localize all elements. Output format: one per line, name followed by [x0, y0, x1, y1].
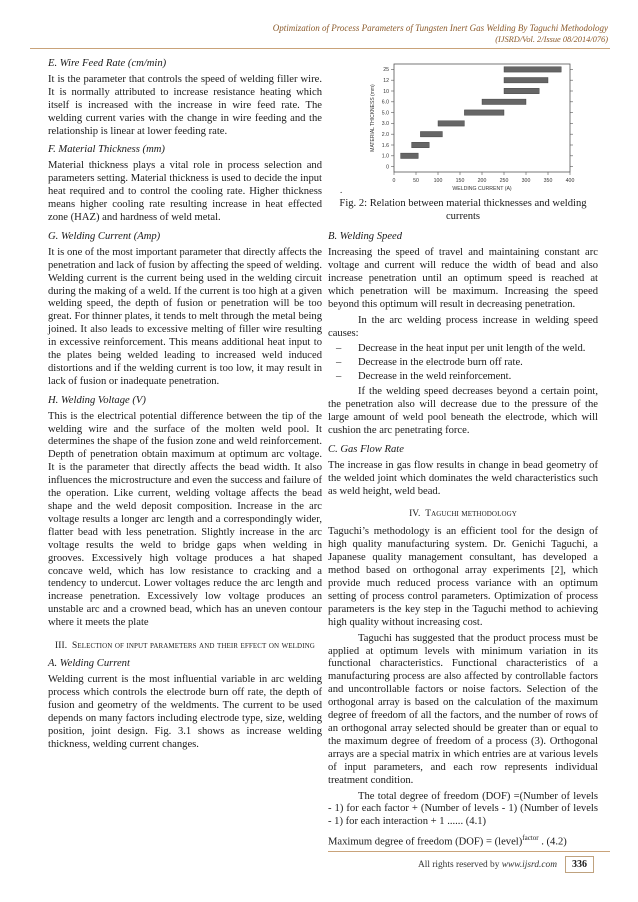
section-g-title: G. Welding Current (Amp) — [48, 230, 161, 242]
page-footer — [418, 856, 594, 873]
y-tick-label: 12 — [383, 78, 389, 84]
section-iii-heading — [48, 640, 322, 652]
section-f-text: Material thickness plays a vital role in process selection and parameters setting. Material thickness is used to decide the input heat required and to control the cooling rate. Higher thickness means higher cooling rate resulting increase in heat effected zone (HAZ) and hardness of weld metal. — [48, 160, 322, 223]
bar — [482, 99, 526, 104]
y-tick-label: 6.0 — [381, 99, 389, 106]
y-tick-label: 25 — [383, 67, 389, 74]
section-b-text: Increasing the speed of travel and maintaining constant arc voltage and current will reduce the width of bead and also increase penetration until an optimum speed is reached at which penetration will be maximum. Increasing the speed beyond this optimum will result in decreasing penetration. — [328, 247, 598, 310]
bar — [401, 153, 419, 158]
right-column — [328, 56, 598, 853]
section-f-title: F. Material Thickness (mm) — [48, 144, 165, 156]
equation-4-2 — [328, 832, 598, 849]
section-iv-heading — [328, 508, 598, 520]
y-axis-label: MATERIAL THICKNESS (mm) — [370, 84, 376, 152]
y-tick-label: 1.6 — [381, 142, 389, 149]
figure-2 — [328, 56, 598, 194]
list-item: – Decrease in the electrode burn off rate. — [328, 357, 598, 370]
equation-4-2-left: Maximum degree of freedom (DOF) = (level) — [328, 836, 523, 848]
section-iv-text-1: Taguchi’s methodology is an efficient tool for the design of high quality manufacturing system. Dr. Genichi Taguchi, a Japanese quality management consultant, has developed a method based on orthogonal array experiments [2], which provide much reduced process variance with an optimum setting of process control parameters. Optimization of process parameters is the key step in the Taguchi method to achieving high quality without increasing cost. — [328, 526, 598, 628]
thickness-current-chart — [328, 56, 598, 194]
figure-caption: Fig. 2: Relation between material thicknesses and welding currents — [339, 198, 587, 222]
left-column — [48, 56, 322, 754]
x-tick-label: 350 — [543, 178, 553, 184]
list-item: – Decrease in the heat input per unit length of the weld. — [328, 343, 598, 356]
figure-dot: . — [340, 185, 343, 195]
section-g-text: It is one of the most important parameter that directly affects the penetration and lack of fusion by affecting the speed of welding. Welding current is the current being used in the welding circuit during the making of a weld. If the current is too high at a given welding speed, the depth of fusion or penetration will be too great. For thinner plates, it tends to melt through the metal being joined. It also leads to excessive melting of filler wire resulting in excessive reinforcement. This means additional heat input to the plates being welded leading to increased weld induced distortions and if the welding current is too low, it may result in lack of fusion or inadequate penetration. — [48, 246, 322, 387]
y-tick-label: 10 — [383, 88, 389, 95]
y-tick-label: 1.0 — [381, 153, 389, 160]
section-h-title: H. Welding Voltage (V) — [48, 394, 146, 406]
x-tick-label: 150 — [455, 178, 465, 184]
y-tick-label: 2.0 — [381, 132, 389, 138]
x-tick-label: 50 — [413, 178, 419, 184]
section-iv-text-2: Taguchi has suggested that the product process must be applied at optimum levels with minimum variation in its functional characteristics. Functional characteristics of a manufacturing process are also affected by controllable factors and uncontrollable factors or noise factors. Selection of the orthogonal array is based on the calculation of the maximum degree of freedom of all the factors, and the number of rows of an orthogonal array selected should be greater than or equal to the maximum degree of freedom of a process (3). Orthogonal arrays are a special matrix in which entries are at various levels of input parameters, and each row represents individual treatment condition. — [328, 632, 598, 786]
bar — [504, 67, 561, 72]
footer-site-link[interactable]: www.ijsrd.com — [501, 859, 557, 870]
equation-4-2-number: . (4.2) — [538, 836, 567, 848]
section-c-title: C. Gas Flow Rate — [328, 443, 404, 455]
list-item: – Decrease in the weld reinforcement. — [328, 371, 598, 384]
section-iv-number: IV. — [409, 509, 421, 520]
speed-effects-list — [328, 343, 598, 384]
footer-rule — [328, 851, 610, 852]
section-b-text-3: If the welding speed decreases beyond a certain point, the penetration also will decrease due to the pressure of the large amount of weld pool beneath the electrode, which will cushion the arc penetrating force. — [328, 386, 598, 436]
x-tick-label: 200 — [477, 178, 487, 184]
section-e-text: It is the parameter that controls the speed of welding filler wire. It is normally attributed to increase resistance heating which itself is increased with the increase in wire feed rate. The welding current varies with the change in wire feeding and the relationship is linear at lower feeding rate. — [48, 73, 322, 137]
section-b-title: B. Welding Speed — [328, 231, 403, 243]
section-a-text: Welding current is the most influential variable in arc welding process which controls the electrode burn off rate, the depth of fusion and geometry of the weldments. The current to be used depends on many factors including electrode type, size, welding position, joint design. Fig. 3.1 shows as increase welding thickness, welding current changes. — [48, 673, 322, 750]
header-rule — [30, 48, 610, 49]
y-tick-label: 0 — [386, 164, 389, 171]
bar — [504, 88, 539, 93]
section-iii-number: III. — [55, 641, 68, 652]
section-e-title: E. Wire Feed Rate (cm/min) — [48, 58, 167, 69]
x-tick-label: 300 — [521, 178, 531, 184]
footer-rights: All rights reserved by — [417, 859, 500, 870]
x-tick-label: 100 — [433, 178, 443, 184]
equation-4-2-exponent: factor — [522, 834, 539, 843]
header-journal: (IJSRD/Vol. 2/Issue 08/2014/076) — [495, 35, 608, 44]
section-iii-title: Selection of input parameters and their effect on welding — [72, 641, 315, 652]
y-tick-label: 3.0 — [381, 121, 389, 128]
x-tick-label: 0 — [392, 178, 396, 184]
section-b-text-2: In the arc welding process increase in welding speed causes: — [328, 314, 598, 339]
bar — [464, 110, 504, 115]
bar — [438, 121, 464, 126]
section-h-text: This is the electrical potential difference between the tip of the welding wire and the surface of the molten weld pool. It determines the shape of the fusion zone and weld reinforcement. Depth of penetration obtain maximum at optimum arc voltage. It is the parameter that directly affects the bead width. It also influences the microstructure and even the success and failure of the operation. Like current, welding voltage affects the bead shape and the weld deposit composition. Increase in the arc voltage results a longer arc length and a correspondingly wider, flatter bead with less penetration. Slightly increase in the arc voltage results the weld to bridge gaps when welding in grooves. Excessively high voltage produces a hat shaped concave weld, which has low resistance to cracking and a tendency to undercut. Lower voltages reduce the arc length and increase penetration. Excessively low voltage produces an unstable arc and a crowned bead, which has an uneven contour where it meets the plate — [48, 410, 322, 629]
bar — [504, 78, 548, 83]
y-tick-label: 5.0 — [381, 110, 389, 117]
header-title: Optimization of Process Parameters of Tungsten Inert Gas Welding By Taguchi Methodology — [272, 23, 608, 33]
bar — [420, 132, 442, 137]
x-tick-label: 400 — [565, 178, 575, 184]
x-tick-label: 250 — [499, 178, 509, 184]
x-axis-label: WELDING CURRENT (A) — [452, 186, 512, 192]
section-iv-text-3: The total degree of freedom (DOF) =(Number of levels - 1) for each factor + (Number of levels - 1) (Number of levels - 1) for each interaction + 1 ...... (4.1) — [328, 790, 598, 828]
section-iv-title: Taguchi methodology — [425, 509, 517, 520]
running-header — [48, 22, 608, 45]
section-c-text: The increase in gas flow results in change in bead geometry of the welded joint which dominates the weld characteristics such as weld height, weld bead. — [328, 459, 598, 497]
bar — [412, 142, 430, 147]
page-number: 336 — [565, 856, 594, 873]
section-a-title: A. Welding Current — [48, 658, 130, 670]
